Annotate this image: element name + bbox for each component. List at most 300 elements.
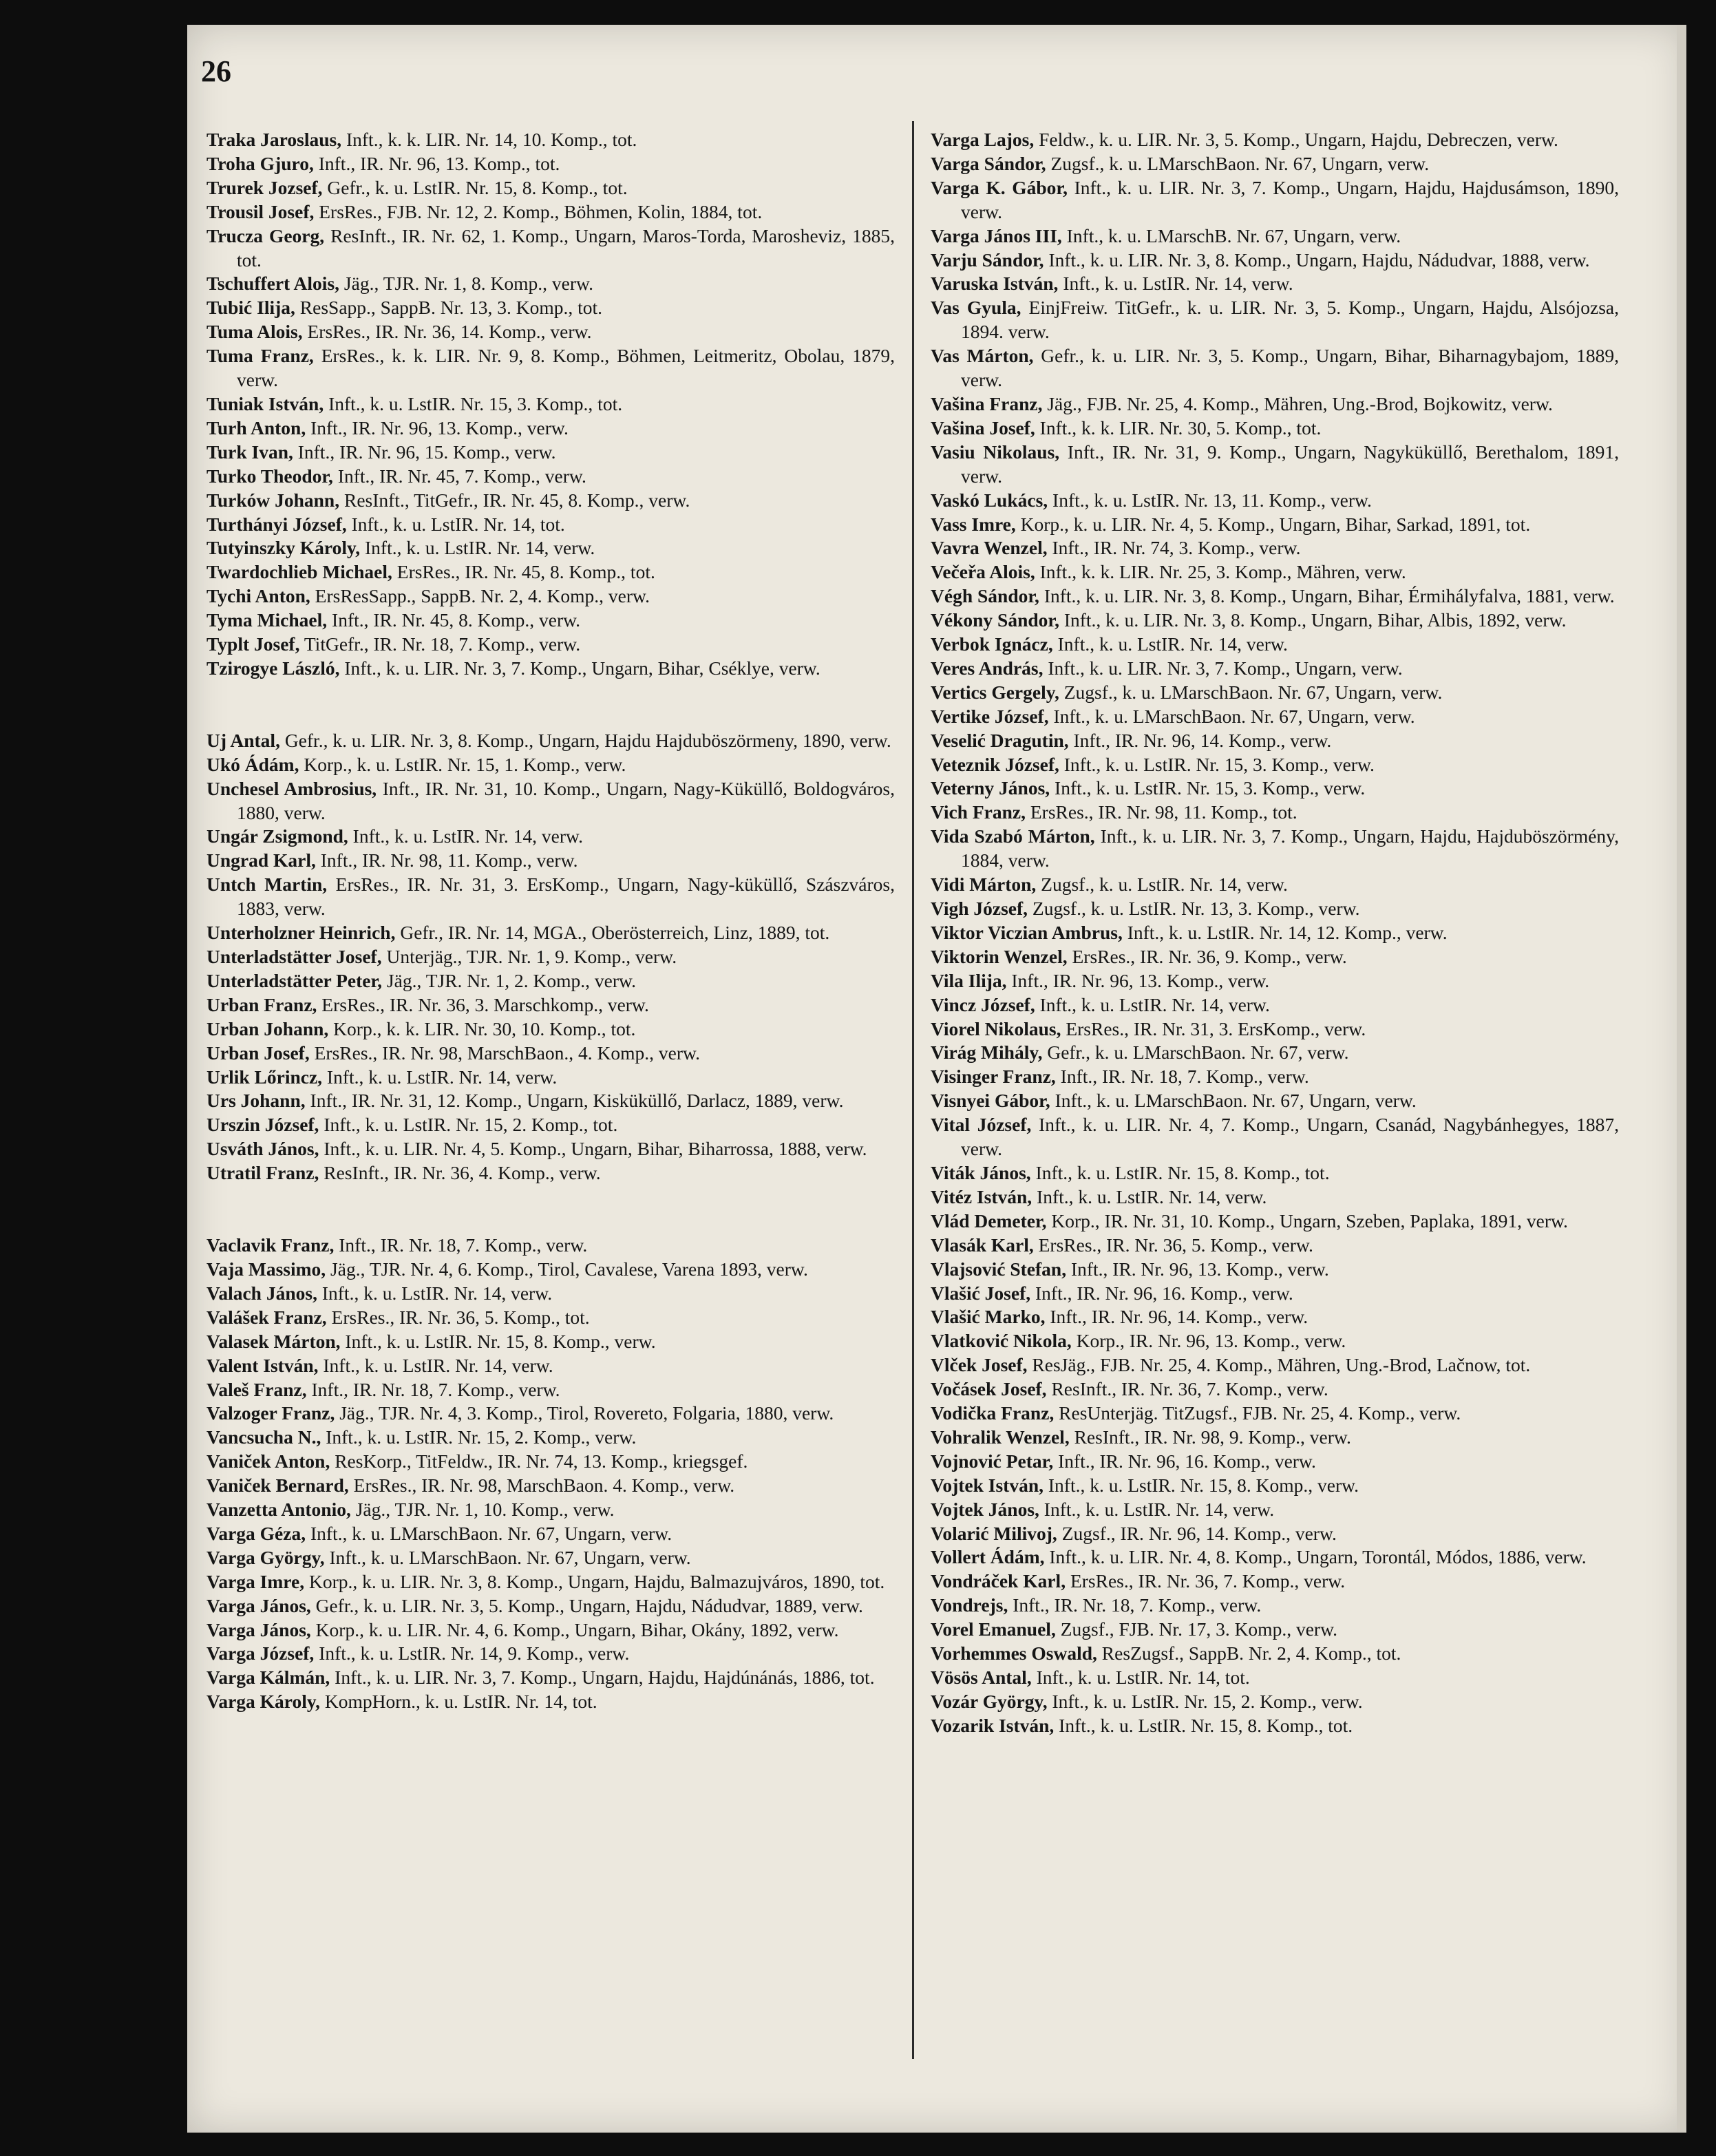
entry-details: Inft., k. u. LstIR. Nr. 15, 2. Komp., tot.: [319, 1114, 618, 1136]
casualty-entry: [206, 1450, 895, 1474]
entry-name: Veteznik József,: [931, 753, 1059, 775]
entry-name: Urs Johann,: [206, 1090, 306, 1112]
entry-details: ErsRes., IR. Nr. 98, MarschBaon. 4. Komp., verw.: [348, 1475, 735, 1497]
entry-details: ResInft., IR. Nr. 98, 9. Komp., verw.: [1069, 1426, 1351, 1448]
paper-sheet: [187, 25, 1686, 2133]
casualty-entry: [931, 1329, 1619, 1353]
entry-details: EinjFreiw. TitGefr., k. u. LIR. Nr. 3, 5. Komp., Ungarn, Hajdu, Alsójozsa, 1894. verw.: [961, 297, 1619, 343]
casualty-entry: [206, 465, 895, 489]
casualty-entry: [931, 272, 1619, 296]
casualty-entry: [206, 1161, 895, 1185]
casualty-entry: [206, 1330, 895, 1354]
casualty-entry: [931, 1065, 1619, 1089]
entry-details: ErsRes., IR. Nr. 31, 3. ErsKomp., Ungarn, Nagy-küküllő, Szászváros, 1883, verw.: [237, 874, 895, 920]
casualty-entry: [206, 1066, 895, 1090]
casualty-entry: [206, 560, 895, 584]
entry-details: Inft., IR. Nr. 96, 15. Komp., verw.: [293, 441, 556, 463]
entry-details: Gefr., k. u. LMarschBaon. Nr. 67, verw.: [1042, 1042, 1349, 1064]
entry-details: Inft., k. u. LstIR. Nr. 15, 3. Komp., tot.: [324, 392, 623, 414]
entry-name: Turk Ivan,: [206, 441, 293, 463]
casualty-entry: [931, 633, 1619, 657]
entry-details: Inft., IR. Nr. 96, 13. Komp., verw.: [1006, 969, 1270, 991]
casualty-entry: [931, 1161, 1619, 1185]
entry-details: Inft., k. u. LstIR. Nr. 14, verw.: [1052, 633, 1288, 655]
casualty-entry: [931, 1642, 1619, 1666]
entry-details: Inft., k. u. LIR. Nr. 4, 7. Komp., Ungarn, Csanád, Nagybánhegyes, 1887, verw.: [961, 1114, 1619, 1160]
entry-details: Inft., k. k. LIR. Nr. 30, 5. Komp., tot.: [1035, 416, 1322, 438]
casualty-entry: [931, 1714, 1619, 1738]
casualty-entry: [206, 128, 895, 152]
entry-details: ResUnterjäg. TitZugsf., FJB. Nr. 25, 4. Komp., verw.: [1054, 1402, 1461, 1424]
entry-details: ErsRes., IR. Nr. 31, 3. ErsKomp., verw.: [1061, 1017, 1366, 1039]
casualty-entry: [931, 1377, 1619, 1402]
entry-name: Volarić Milivoj,: [931, 1522, 1057, 1544]
casualty-entry: [931, 416, 1619, 441]
casualty-entry: [206, 296, 895, 320]
entry-details: Inft., k. u. LIR. Nr. 3, 8. Komp., Ungarn, Bihar, Érmihályfalva, 1881, verw.: [1039, 585, 1615, 607]
entry-name: Verbok Ignácz,: [931, 633, 1053, 655]
casualty-entry: [206, 1690, 895, 1714]
entry-name: Vertike József,: [931, 705, 1049, 727]
entry-name: Vida Szabó Márton,: [931, 825, 1095, 847]
entry-name: Vočásek Josef,: [931, 1378, 1047, 1400]
entry-name: Tychi Anton,: [206, 585, 310, 607]
casualty-entry: [206, 1522, 895, 1546]
entry-name: Uj Antal,: [206, 729, 280, 751]
entry-details: ResKorp., TitFeldw., IR. Nr. 74, 13. Komp., kriegsgef.: [330, 1450, 748, 1472]
entry-details: Inft., IR. Nr. 96, 13. Komp., verw.: [306, 416, 569, 438]
entry-details: Inft., k. k. LIR. Nr. 14, 10. Komp., tot.: [341, 129, 637, 150]
entry-name: Vasiu Nikolaus,: [931, 441, 1060, 463]
casualty-entry: [206, 1498, 895, 1522]
entry-name: Valzoger Franz,: [206, 1402, 335, 1424]
casualty-entry: [206, 152, 895, 176]
casualty-entry: [931, 801, 1619, 825]
entry-details: Inft., k. u. LIR. Nr. 3, 8. Komp., Ungarn, Hajdu, Nádudvar, 1888, verw.: [1044, 249, 1590, 271]
entry-name: Visnyei Gábor,: [931, 1090, 1050, 1112]
entry-details: Inft., IR. Nr. 31, 10. Komp., Ungarn, Nagy-Küküllő, Boldogváros, 1880, verw.: [237, 777, 896, 823]
entry-name: Untch Martin,: [206, 874, 328, 896]
entry-name: Tutyinszky Károly,: [206, 537, 361, 559]
casualty-entry: [931, 1089, 1619, 1113]
entry-name: Vlček Josef,: [931, 1354, 1028, 1376]
entry-name: Turko Theodor,: [206, 465, 333, 487]
casualty-entry: [206, 1089, 895, 1113]
entry-name: Vozár György,: [931, 1690, 1048, 1712]
entry-details: Inft., k. u. LIR. Nr. 3, 7. Komp., Ungarn, Hajdu, Hajdúnánás, 1886, tot.: [330, 1667, 875, 1689]
casualty-entry: [206, 1426, 895, 1450]
entry-name: Veres András,: [931, 657, 1044, 679]
entry-name: Végh Sándor,: [931, 585, 1039, 607]
casualty-entry: [206, 344, 895, 392]
entry-details: Inft., k. u. LstIR. Nr. 14, 12. Komp., verw.: [1122, 921, 1448, 943]
entry-details: ErsRes., IR. Nr. 98, 11. Komp., tot.: [1025, 801, 1297, 823]
casualty-entry: [931, 1498, 1619, 1522]
entry-name: Vozarik István,: [931, 1714, 1055, 1736]
entry-name: Vancsucha N.,: [206, 1426, 321, 1448]
entry-name: Varuska István,: [931, 273, 1059, 295]
entry-name: Unterladstätter Peter,: [206, 969, 383, 991]
entry-details: Inft., k. u. LstIR. Nr. 14, tot.: [346, 513, 565, 535]
casualty-entry: [931, 1234, 1619, 1258]
entry-name: Tuma Alois,: [206, 321, 303, 343]
entry-details: Inft., IR. Nr. 96, 13. Komp., tot.: [313, 152, 560, 174]
section-gap: [206, 1185, 895, 1234]
entry-name: Troha Gjuro,: [206, 152, 314, 174]
casualty-entry: [931, 705, 1619, 729]
entry-name: Varga K. Gábor,: [931, 176, 1068, 198]
entry-details: ErsRes., IR. Nr. 45, 8. Komp., tot.: [392, 561, 655, 583]
entry-details: Zugsf., FJB. Nr. 17, 3. Komp., verw.: [1055, 1618, 1338, 1640]
entry-name: Valášek Franz,: [206, 1306, 327, 1328]
entry-name: Valach János,: [206, 1282, 317, 1304]
casualty-entry: [931, 1282, 1619, 1306]
entry-name: Tuma Franz,: [206, 345, 314, 367]
casualty-entry: [206, 873, 895, 921]
entry-name: Vas Gyula,: [931, 297, 1021, 319]
casualty-entry: [206, 1546, 895, 1570]
entry-details: Inft., k. u. LIR. Nr. 3, 8. Komp., Ungarn, Bihar, Albis, 1892, verw.: [1059, 609, 1567, 631]
casualty-entry: [206, 1113, 895, 1137]
entry-details: ErsRes., IR. Nr. 36, 3. Marschkomp., verw.: [317, 993, 649, 1015]
entry-name: Vaskó Lukács,: [931, 489, 1048, 511]
entry-name: Večeřa Alois,: [931, 561, 1035, 583]
casualty-entry: [931, 1522, 1619, 1546]
entry-details: ResZugsf., SappB. Nr. 2, 4. Komp., tot.: [1097, 1642, 1401, 1664]
casualty-entry: [206, 584, 895, 609]
entry-name: Varga József,: [206, 1642, 315, 1664]
casualty-entry: [206, 633, 895, 657]
entry-details: Korp., IR. Nr. 31, 10. Komp., Ungarn, Szeben, Paplaka, 1891, verw.: [1046, 1209, 1568, 1232]
casualty-entry: [206, 320, 895, 344]
entry-details: Inft., IR. Nr. 18, 7. Komp., verw.: [334, 1234, 588, 1256]
casualty-entry: [931, 489, 1619, 513]
entry-name: Tyma Michael,: [206, 609, 328, 631]
casualty-entry: [931, 344, 1619, 392]
entry-details: Inft., k. u. LIR. Nr. 3, 7. Komp., Ungarn, Bihar, Cséklye, verw.: [339, 657, 820, 679]
casualty-entry: [931, 969, 1619, 993]
entry-name: Valent István,: [206, 1354, 319, 1376]
casualty-entry: [206, 1378, 895, 1402]
entry-details: Inft., k. u. LIR. Nr. 3, 7. Komp., Ungarn, Hajdu, Hajdusámson, 1890, verw.: [961, 176, 1619, 222]
entry-details: Zugsf., k. u. LstIR. Nr. 14, verw.: [1036, 874, 1288, 896]
entry-details: Inft., IR. Nr. 18, 7. Komp., verw.: [1055, 1066, 1309, 1088]
entry-details: Inft., IR. Nr. 31, 9. Komp., Ungarn, Nagyküküllő, Berethalom, 1891, verw.: [961, 441, 1619, 487]
entry-details: Inft., k. u. LstIR. Nr. 13, 11. Komp., verw.: [1048, 489, 1372, 511]
casualty-entry: [931, 392, 1619, 416]
casualty-entry: [206, 921, 895, 945]
entry-details: ErsRes., FJB. Nr. 12, 2. Komp., Böhmen, Kolin, 1884, tot.: [314, 200, 763, 222]
casualty-entry: [931, 1305, 1619, 1329]
entry-name: Vavra Wenzel,: [931, 537, 1048, 559]
casualty-entry: [206, 729, 895, 753]
casualty-entry: [206, 1282, 895, 1306]
entry-name: Varga György,: [206, 1546, 325, 1568]
entry-details: ErsRes., IR. Nr. 36, 7. Komp., verw.: [1066, 1570, 1346, 1592]
entry-details: ResInft., IR. Nr. 36, 7. Komp., verw.: [1046, 1378, 1328, 1400]
entry-name: Vlašić Josef,: [931, 1282, 1031, 1304]
casualty-entry: [931, 1450, 1619, 1474]
casualty-entry: [206, 1570, 895, 1594]
entry-name: Vašina Franz,: [931, 392, 1043, 414]
page-number: 26: [201, 54, 231, 88]
entry-details: Inft., k. u. LstIR. Nr. 15, 8. Komp., verw.: [340, 1330, 656, 1352]
casualty-entry: [206, 777, 895, 825]
entry-details: Inft., k. u. LIR. Nr. 3, 7. Komp., Ungarn, verw.: [1043, 657, 1403, 679]
entry-name: Ungár Zsigmond,: [206, 825, 348, 847]
entry-details: Korp., k. u. LIR. Nr. 4, 5. Komp., Ungarn, Bihar, Sarkad, 1891, tot.: [1015, 513, 1531, 535]
entry-details: Jäg., TJR. Nr. 4, 3. Komp., Tirol, Rovereto, Folgaria, 1880, verw.: [335, 1402, 834, 1424]
entry-name: Varga János III,: [931, 224, 1062, 246]
entry-name: Urban Josef,: [206, 1042, 310, 1064]
entry-name: Vohralik Wenzel,: [931, 1426, 1070, 1448]
entry-name: Varga János,: [206, 1594, 311, 1616]
entry-name: Vaniček Bernard,: [206, 1475, 349, 1497]
entry-name: Vigh József,: [931, 898, 1028, 919]
casualty-entry: [206, 945, 895, 969]
casualty-entry: [931, 1209, 1619, 1234]
entry-details: ResInft., IR. Nr. 36, 4. Komp., verw.: [319, 1162, 601, 1184]
casualty-entry: [931, 128, 1619, 152]
entry-name: Viktorin Wenzel,: [931, 945, 1068, 967]
entry-name: Varga Sándor,: [931, 152, 1046, 174]
entry-name: Unterholzner Heinrich,: [206, 922, 396, 944]
entry-details: Inft., IR. Nr. 74, 3. Komp., verw.: [1047, 537, 1301, 559]
entry-name: Vaniček Anton,: [206, 1450, 330, 1472]
entry-details: ErsRes., IR. Nr. 36, 14. Komp., verw.: [302, 321, 592, 343]
entry-details: Inft., k. u. LstIR. Nr. 14, verw.: [1035, 993, 1270, 1015]
entry-details: Inft., k. u. LstIR. Nr. 15, 8. Komp., tot.: [1030, 1161, 1330, 1183]
entry-name: Vich Franz,: [931, 801, 1026, 823]
entry-details: Inft., k. u. LstIR. Nr. 15, 2. Komp., verw.: [321, 1426, 637, 1448]
casualty-entry: [931, 1474, 1619, 1498]
casualty-entry: [206, 753, 895, 777]
entry-details: Inft., IR. Nr. 96, 14. Komp., verw.: [1045, 1306, 1309, 1328]
entry-name: Tuniak István,: [206, 392, 324, 414]
entry-details: Inft., k. u. LstIR. Nr. 15, 2. Komp., verw.: [1047, 1690, 1363, 1712]
entry-name: Ungrad Karl,: [206, 849, 316, 871]
entry-details: Korp., IR. Nr. 96, 13. Komp., verw.: [1071, 1330, 1346, 1352]
entry-name: Ukó Ádám,: [206, 753, 299, 775]
entry-details: Inft., k. u. LIR. Nr. 3, 7. Komp., Ungarn, Hajdu, Hajduböszörmény, 1884, verw.: [961, 825, 1620, 871]
entry-details: Inft., k. u. LMarschB. Nr. 67, Ungarn, verw.: [1061, 224, 1401, 246]
entry-name: Vital József,: [931, 1114, 1032, 1136]
entry-details: Feldw., k. u. LIR. Nr. 3, 5. Komp., Ungarn, Hajdu, Debreczen, verw.: [1034, 129, 1558, 150]
casualty-entry: [931, 441, 1619, 489]
entry-details: Inft., IR. Nr. 96, 16. Komp., verw.: [1053, 1450, 1316, 1472]
entry-details: Inft., k. u. LMarschBaon. Nr. 67, Ungarn, verw.: [324, 1546, 691, 1568]
entry-name: Varga Géza,: [206, 1522, 306, 1544]
entry-details: ResSapp., SappB. Nr. 13, 3. Komp., tot.: [295, 297, 603, 319]
entry-name: Vas Márton,: [931, 345, 1034, 367]
casualty-entry: [931, 152, 1619, 176]
entry-details: Inft., IR. Nr. 45, 7. Komp., verw.: [332, 465, 586, 487]
entry-details: Gefr., k. u. LIR. Nr. 3, 5. Komp., Ungarn, Bihar, Biharnagybajom, 1889, verw.: [961, 345, 1619, 391]
casualty-entry: [206, 272, 895, 296]
casualty-entry: [931, 249, 1619, 273]
entry-details: Korp., k. u. LIR. Nr. 4, 6. Komp., Ungarn, Bihar, Okány, 1892, verw.: [310, 1618, 839, 1640]
entry-name: Vidi Márton,: [931, 874, 1037, 896]
casualty-entry: [206, 1642, 895, 1666]
casualty-entry: [206, 1042, 895, 1066]
casualty-entry: [931, 224, 1619, 249]
entry-details: ResInft., TitGefr., IR. Nr. 45, 8. Komp., verw.: [339, 489, 690, 511]
entry-details: Inft., k. u. LstIR. Nr. 14, verw.: [348, 825, 583, 847]
entry-details: Inft., IR. Nr. 96, 14. Komp., verw.: [1068, 729, 1332, 751]
casualty-entry: [206, 609, 895, 633]
casualty-entry: [931, 1258, 1619, 1282]
casualty-entry: [931, 753, 1619, 777]
casualty-entry: [206, 993, 895, 1017]
entry-name: Vitéz István,: [931, 1185, 1032, 1207]
entry-name: Vaclavik Franz,: [206, 1234, 335, 1256]
casualty-entry: [206, 200, 895, 224]
entry-details: Inft., IR. Nr. 96, 16. Komp., verw.: [1030, 1282, 1293, 1304]
entry-name: Urszin József,: [206, 1114, 319, 1136]
entry-details: ResInft., IR. Nr. 62, 1. Komp., Ungarn, Maros-Torda, Marosheviz, 1885, tot.: [237, 224, 895, 271]
entry-details: Zugsf., IR. Nr. 96, 14. Komp., verw.: [1057, 1522, 1337, 1544]
entry-details: Korp., k. u. LIR. Nr. 3, 8. Komp., Ungarn, Hajdu, Balmazujváros, 1890, tot.: [304, 1570, 885, 1592]
entry-details: Korp., k. u. LstIR. Nr. 15, 1. Komp., verw.: [299, 753, 626, 775]
casualty-entry: [206, 536, 895, 560]
entry-details: Inft., k. u. LstIR. Nr. 14, 9. Komp., verw.: [314, 1642, 630, 1664]
entry-name: Unchesel Ambrosius,: [206, 777, 377, 799]
casualty-entry: [206, 657, 895, 681]
entry-name: Valeš Franz,: [206, 1378, 307, 1400]
page-edge: [1677, 25, 1686, 2133]
entry-name: Varga Lajos,: [931, 129, 1035, 150]
casualty-entry: [206, 1354, 895, 1378]
casualty-entry: [931, 897, 1619, 921]
entry-name: Usváth János,: [206, 1138, 319, 1160]
casualty-entry: [931, 873, 1619, 897]
entry-name: Vodička Franz,: [931, 1402, 1055, 1424]
casualty-entry: [931, 1570, 1619, 1594]
casualty-entry: [931, 825, 1619, 873]
entry-details: Inft., k. u. LstIR. Nr. 14, verw.: [318, 1354, 553, 1376]
entry-details: Inft., k. u. LIR. Nr. 4, 5. Komp., Ungarn, Bihar, Biharrossa, 1888, verw.: [319, 1138, 867, 1160]
entry-details: Inft., IR. Nr. 31, 12. Komp., Ungarn, Kisküküllő, Darlacz, 1889, verw.: [305, 1090, 844, 1112]
entry-name: Typlt Josef,: [206, 633, 300, 655]
casualty-entry: [931, 921, 1619, 945]
entry-details: Inft., IR. Nr. 18, 7. Komp., verw.: [306, 1378, 560, 1400]
entry-name: Vaja Massimo,: [206, 1258, 326, 1280]
entry-name: Vojtek István,: [931, 1474, 1044, 1496]
casualty-entry: [206, 489, 895, 513]
casualty-entry: [931, 1353, 1619, 1377]
entry-name: Varga Imre,: [206, 1570, 305, 1592]
casualty-entry: [206, 1594, 895, 1618]
entry-details: Gefr., IR. Nr. 14, MGA., Oberösterreich, Linz, 1889, tot.: [395, 922, 830, 944]
casualty-entry: [931, 584, 1619, 609]
entry-name: Vass Imre,: [931, 513, 1016, 535]
entry-name: Urlik Lőrincz,: [206, 1066, 323, 1088]
entry-details: Inft., k. u. LstIR. Nr. 14, verw.: [322, 1066, 558, 1088]
casualty-entry: [206, 392, 895, 416]
entry-name: Valasek Márton,: [206, 1330, 341, 1352]
casualty-entry: [931, 1690, 1619, 1714]
casualty-entry: [206, 1234, 895, 1258]
entry-name: Vojnović Petar,: [931, 1450, 1054, 1472]
entry-details: Inft., k. u. LstIR. Nr. 14, verw.: [1039, 1498, 1275, 1520]
entry-details: Inft., k. u. LstIR. Nr. 15, 3. Komp., verw.: [1059, 753, 1375, 775]
entry-details: Inft., k. u. LIR. Nr. 4, 8. Komp., Ungarn, Torontál, Módos, 1886, verw.: [1044, 1546, 1587, 1568]
casualty-entry: [206, 1017, 895, 1042]
entry-name: Turthányi József,: [206, 513, 347, 535]
entry-name: Varga Kálmán,: [206, 1667, 330, 1689]
casualty-entry: [206, 441, 895, 465]
right-column: [931, 128, 1619, 1738]
entry-details: Inft., IR. Nr. 96, 13. Komp., verw.: [1066, 1258, 1329, 1280]
casualty-entry: [206, 1306, 895, 1330]
entry-details: Inft., k. u. LstIR. Nr. 14, verw.: [1032, 1185, 1267, 1207]
casualty-entry: [931, 560, 1619, 584]
entry-details: Zugsf., k. u. LMarschBaon. Nr. 67, Ungarn, verw.: [1046, 152, 1430, 174]
casualty-entry: [931, 1402, 1619, 1426]
entry-details: Inft., k. u. LMarschBaon. Nr. 67, Ungarn, verw.: [1050, 1090, 1417, 1112]
entry-details: Inft., k. u. LstIR. Nr. 15, 3. Komp., verw.: [1050, 777, 1366, 799]
casualty-entry: [206, 1474, 895, 1498]
casualty-entry: [931, 681, 1619, 705]
entry-name: Trucza Georg,: [206, 224, 325, 246]
entry-name: Vila Ilija,: [931, 969, 1007, 991]
entry-name: Vondráček Karl,: [931, 1570, 1066, 1592]
entry-details: ErsRes., k. k. LIR. Nr. 9, 8. Komp., Böhmen, Leitmeritz, Obolau, 1879, verw.: [237, 345, 895, 391]
entry-details: Gefr., k. u. LIR. Nr. 3, 5. Komp., Ungarn, Hajdu, Nádudvar, 1889, verw.: [310, 1594, 863, 1616]
casualty-entry: [931, 513, 1619, 537]
entry-details: Inft., IR. Nr. 18, 7. Komp., verw.: [1008, 1594, 1262, 1616]
casualty-entry: [931, 945, 1619, 969]
entry-details: Inft., k. u. LstIR. Nr. 14, verw.: [317, 1282, 553, 1304]
casualty-entry: [206, 176, 895, 200]
casualty-entry: [931, 1618, 1619, 1642]
entry-name: Tzirogye László,: [206, 657, 340, 679]
entry-details: Jäg., TJR. Nr. 4, 6. Komp., Tirol, Cavalese, Varena 1893, verw.: [326, 1258, 808, 1280]
entry-details: ErsResSapp., SappB. Nr. 2, 4. Komp., verw.: [310, 585, 650, 607]
entry-details: Inft., k. k. LIR. Nr. 25, 3. Komp., Mähren, verw.: [1035, 561, 1406, 583]
column-divider: [912, 121, 914, 2059]
entry-details: ErsRes., IR. Nr. 36, 5. Komp., verw.: [1033, 1234, 1313, 1256]
casualty-entry: [931, 729, 1619, 753]
entry-name: Viták János,: [931, 1161, 1031, 1183]
entry-name: Viktor Viczian Ambrus,: [931, 921, 1123, 943]
entry-details: Jäg., FJB. Nr. 25, 4. Komp., Mähren, Ung.-Brod, Bojkowitz, verw.: [1042, 392, 1553, 414]
casualty-entry: [206, 1137, 895, 1161]
entry-name: Vojtek János,: [931, 1498, 1039, 1520]
entry-details: Inft., k. u. LMarschBaon. Nr. 67, Ungarn, verw.: [306, 1522, 672, 1544]
entry-name: Varga János,: [206, 1618, 311, 1640]
casualty-entry: [931, 1426, 1619, 1450]
casualty-entry: [206, 224, 895, 273]
casualty-entry: [206, 1618, 895, 1642]
section-gap: [206, 681, 895, 729]
casualty-entry: [931, 993, 1619, 1017]
entry-details: Gefr., k. u. LIR. Nr. 3, 8. Komp., Ungarn, Hajdu Hajduböszörmeny, 1890, verw.: [279, 729, 891, 751]
entry-name: Vertics Gergely,: [931, 681, 1059, 703]
entry-name: Vorhemmes Oswald,: [931, 1642, 1097, 1664]
entry-name: Utratil Franz,: [206, 1162, 319, 1184]
entry-name: Veselić Dragutin,: [931, 729, 1069, 751]
entry-name: Vorel Emanuel,: [931, 1618, 1056, 1640]
entry-name: Viorel Nikolaus,: [931, 1017, 1061, 1039]
entry-details: ErsRes., IR. Nr. 98, MarschBaon., 4. Komp., verw.: [309, 1042, 700, 1064]
casualty-entry: [206, 1258, 895, 1282]
casualty-entry: [931, 1666, 1619, 1690]
entry-name: Vašina Josef,: [931, 416, 1035, 438]
entry-name: Vollert Ádám,: [931, 1546, 1045, 1568]
entry-details: Inft., k. u. LMarschBaon. Nr. 67, Ungarn, verw.: [1048, 705, 1415, 727]
entry-details: Inft., k. u. LstIR. Nr. 14, verw.: [1058, 273, 1293, 295]
